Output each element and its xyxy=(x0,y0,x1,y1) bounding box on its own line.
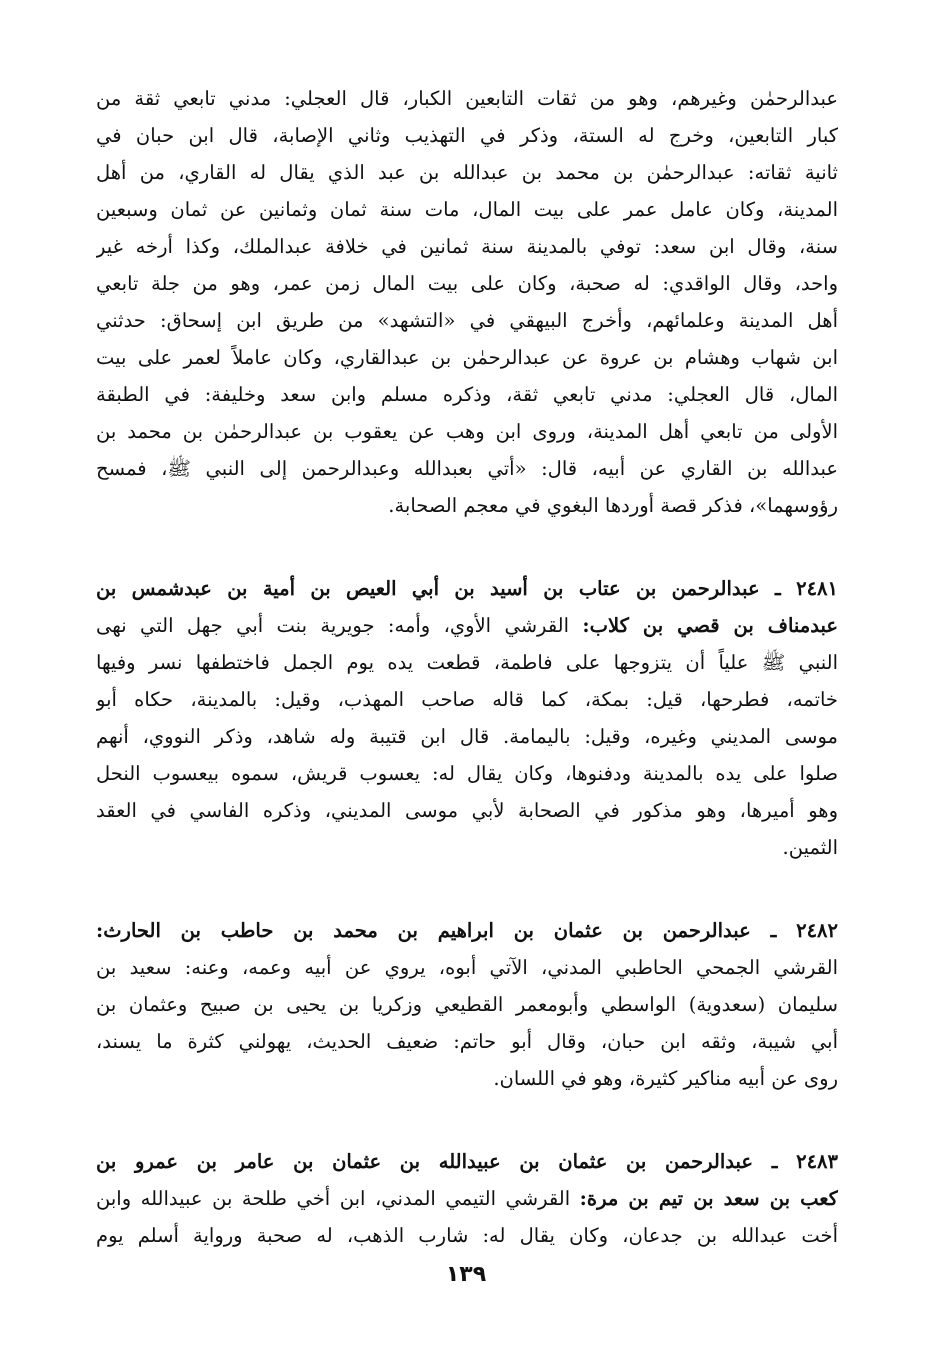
text-line: القرشي الجمحي الحاطبي المدني، الآتي أبوه، يروي عن أبيه وعمه، وعنه: سعيد بن xyxy=(96,956,838,979)
text-line: خاتمه، فطرحها، قيل: بمكة، كما قاله صاحب المهذب، وقيل: بالمدينة، حكاه أبو xyxy=(96,688,838,711)
text-line: ابن شهاب وهشام بن عروة عن عبدالرحمٰن بن عبدالقاري، وكان عاملاً لعمر على بيت xyxy=(96,346,838,369)
entry-2482 xyxy=(96,912,838,1097)
text-line: واحد، وقال الواقدي: له صحبة، وكان على بيت المال زمن عمر، وهو من جلة تابعي xyxy=(96,272,838,295)
entry-heading: ٢٤٨١ ـ عبدالرحمن بن عتاب بن أسيد بن أبي العيص بن أمية بن عبدشمس بن xyxy=(96,577,838,600)
text-line: عبدالله بن القاري عن أبيه، قال: «أتي بعبدالله وعبدالرحمن إلى النبي ﷺ، فمسح xyxy=(96,457,838,480)
text-line: المال، قال العجلي: مدني تابعي ثقة، وذكره مسلم وابن سعد وخليفة: في الطبقة xyxy=(96,383,838,406)
text-line: صلوا على يده بالمدينة ودفنوها، وكان يقال له: يعسوب قريش، سموه بيعسوب النحل xyxy=(96,762,838,785)
entry-text: القرشي التيمي المدني، ابن أخي طلحة بن عبيدالله وابن xyxy=(96,1187,571,1210)
page-body xyxy=(96,80,838,1254)
text-line: أهل المدينة وعلمائهم، وأخرج البيهقي في «التشهد» من طريق ابن إسحاق: حدثني xyxy=(96,309,838,332)
paragraph-gap xyxy=(96,1097,838,1143)
text-line: روى عن أبيه مناكير كثيرة، وهو في اللسان. xyxy=(493,1067,838,1090)
intro-paragraph xyxy=(96,80,838,524)
entry-2483 xyxy=(96,1143,838,1254)
text-line: سليمان (سعدوية) الواسطي وأبومعمر القطيعي وزكريا بن يحيى بن صبيح وعثمان بن xyxy=(96,993,838,1016)
entry-2481 xyxy=(96,570,838,866)
text-line: أبي شيبة، وثقه ابن حبان، وقال أبو حاتم: ضعيف الحديث، يهولني كثرة ما يسند، xyxy=(96,1030,838,1053)
text-line: ثانية ثقاته: عبدالرحمٰن بن محمد بن عبدالله بن عبد الذي يقال له القاري، من أهل xyxy=(96,161,838,184)
paragraph-gap xyxy=(96,866,838,912)
text-line: عبدالرحمٰن وغيرهم، وهو من ثقات التابعين الكبار، قال العجلي: مدني تابعي ثقة من xyxy=(96,87,838,110)
text-line xyxy=(96,607,838,644)
text-line xyxy=(96,1180,838,1217)
text-line: موسى المديني وغيره، وقيل: باليمامة. قال ابن قتيبة وله شاهد، وذكر النووي، أنهم xyxy=(96,725,838,748)
text-line: رؤوسهما»، فذكر قصة أوردها البغوي في معجم الصحابة. xyxy=(388,494,838,517)
text-line: الثمين. xyxy=(782,836,838,859)
text-line: كبار التابعين، وخرج له الستة، وذكر في التهذيب وثاني الإصابة، قال ابن حبان في xyxy=(96,124,838,147)
text-line: سنة، وقال ابن سعد: توفي بالمدينة سنة ثمانين في خلافة عبدالملك، وكذا أرخه غير xyxy=(96,235,838,258)
text-line: النبي ﷺ علياً أن يتزوجها على فاطمة، قطعت يده يوم الجمل فاختطفها نسر وفيها xyxy=(96,651,838,674)
text-line: المدينة، وكان عامل عمر على بيت المال، مات سنة ثمان وثمانين عن ثمان وسبعين xyxy=(96,198,838,221)
text-line: وهو أميرها، وهو مذكور في الصحابة لأبي موسى المديني، وذكره الفاسي في العقد xyxy=(96,799,838,822)
entry-heading: ٢٤٨٣ ـ عبدالرحمن بن عثمان بن عبيدالله بن عثمان بن عامر بن عمرو بن xyxy=(96,1150,838,1173)
entry-heading-cont: عبدمناف بن قصي بن كلاب: xyxy=(582,614,838,637)
page-number: ١٣٩ xyxy=(445,1262,487,1287)
entry-heading-cont: كعب بن سعد بن تيم بن مرة: xyxy=(579,1187,838,1210)
text-line: أخت عبدالله بن جدعان، وكان يقال له: شارب الذهب، له صحبة ورواية أسلم يوم xyxy=(96,1224,838,1247)
entry-heading: ٢٤٨٢ ـ عبدالرحمن بن عثمان بن ابراهيم بن محمد بن حاطب بن الحارث: xyxy=(96,919,838,942)
paragraph-gap xyxy=(96,524,838,570)
text-line: الأولى من تابعي أهل المدينة، وروى ابن وهب عن يعقوب بن عبدالرحمٰن بن محمد بن xyxy=(96,420,838,443)
entry-text: القرشي الأوي، وأمه: جويرية بنت أبي جهل التي نهى xyxy=(96,614,570,637)
